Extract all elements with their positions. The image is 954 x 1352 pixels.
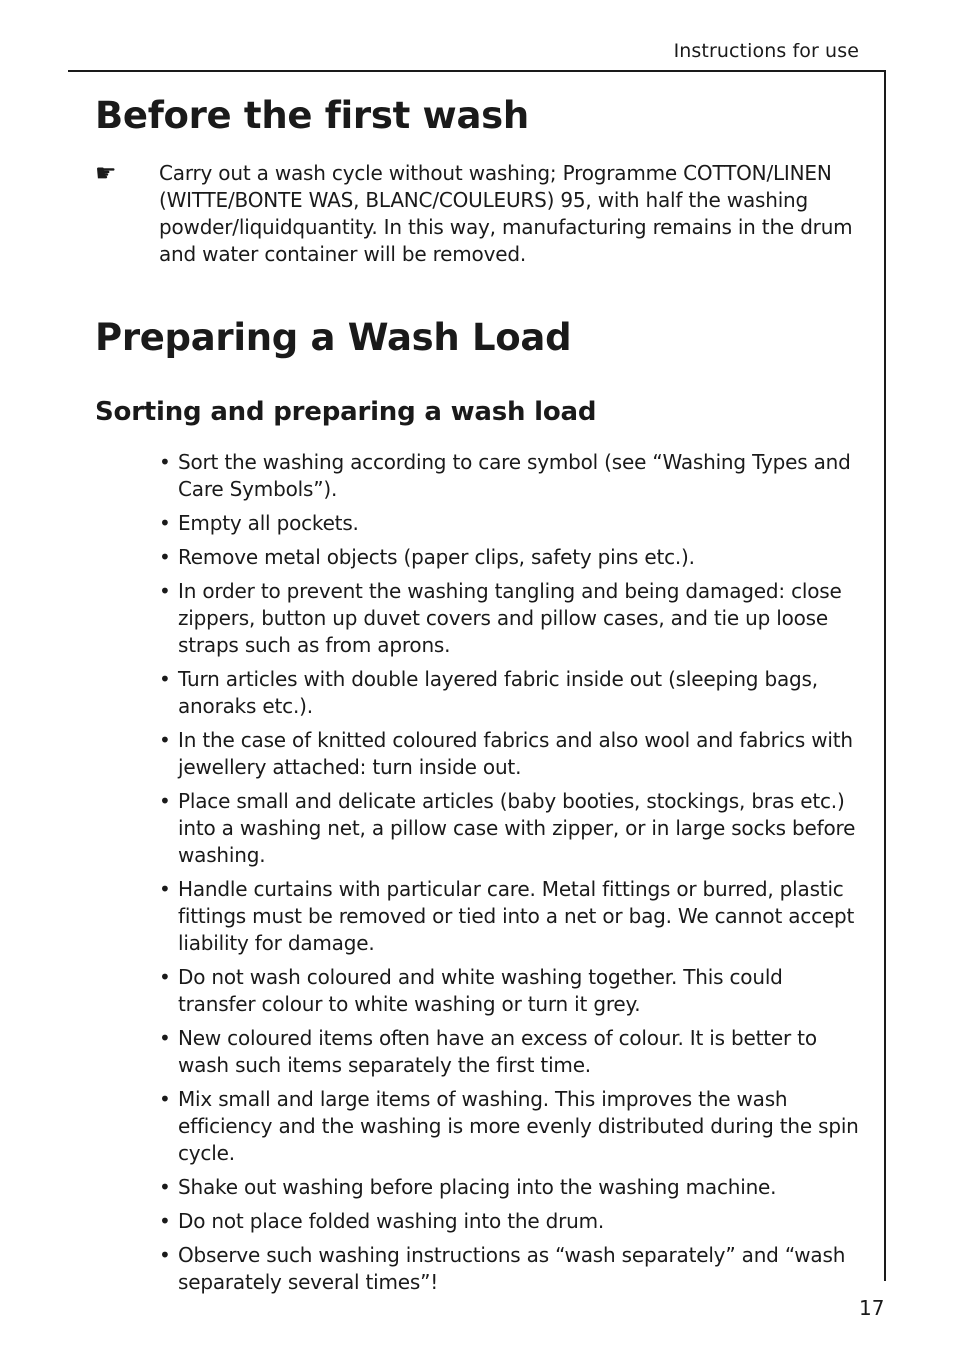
section-title-first-wash: Before the first wash <box>95 94 529 137</box>
list-item: • Turn articles with double layered fabric inside out (sleeping bags, anoraks etc.). <box>159 666 865 720</box>
header-label: Instructions for use <box>673 40 859 62</box>
list-item: • Do not wash coloured and white washing together. This could transfer colour to white washing or turn it grey. <box>159 964 865 1018</box>
list-item: • Handle curtains with particular care. Metal fittings or burred, plastic fittings must be removed or tied into a net or bag. We cannot accept liability for damage. <box>159 876 865 957</box>
list-item: • In the case of knitted coloured fabrics and also wool and fabrics with jewellery attached: turn inside out. <box>159 727 865 781</box>
note-text: Carry out a wash cycle without washing; Programme COTTON/LINEN (WITTE/BONTE WAS, BLANC/COULEURS) 95, with half the washing powder/liquidquantity. In this way, manufacturing remains in the drum and water container will be removed. <box>159 161 853 266</box>
list-item: • In order to prevent the washing tangling and being damaged: close zippers, button up duvet covers and pillow cases, and tie up loose straps such as from aprons. <box>159 578 865 659</box>
list-item: • Empty all pockets. <box>159 510 865 537</box>
subsection-title-sorting: Sorting and preparing a wash load <box>95 397 597 427</box>
list-item: • Shake out washing before placing into the washing machine. <box>159 1174 865 1201</box>
sorting-list <box>95 449 865 1296</box>
list-item: • Sort the washing according to care symbol (see “Washing Types and Care Symbols”). <box>159 449 865 503</box>
margin-rule <box>884 70 886 1281</box>
page-content <box>95 92 865 1303</box>
page-number: 17 <box>859 1296 885 1320</box>
list-item: • Remove metal objects (paper clips, safety pins etc.). <box>159 544 865 571</box>
list-item: • Place small and delicate articles (baby booties, stockings, bras etc.) into a washing net, a pillow case with zipper, or in large socks before washing. <box>159 788 865 869</box>
list-item: • New coloured items often have an excess of colour. It is better to wash such items separately the first time. <box>159 1025 865 1079</box>
pointing-hand-icon: ☛ <box>95 159 117 187</box>
first-wash-note <box>95 160 865 268</box>
header-rule <box>68 70 886 72</box>
list-item: • Observe such washing instructions as “wash separately” and “wash separately several times”! <box>159 1242 865 1296</box>
section-title-wash-load: Preparing a Wash Load <box>95 316 572 359</box>
list-item: • Do not place folded washing into the drum. <box>159 1208 865 1235</box>
list-item: • Mix small and large items of washing. This improves the wash efficiency and the washing is more evenly distributed during the spin cycle. <box>159 1086 865 1167</box>
